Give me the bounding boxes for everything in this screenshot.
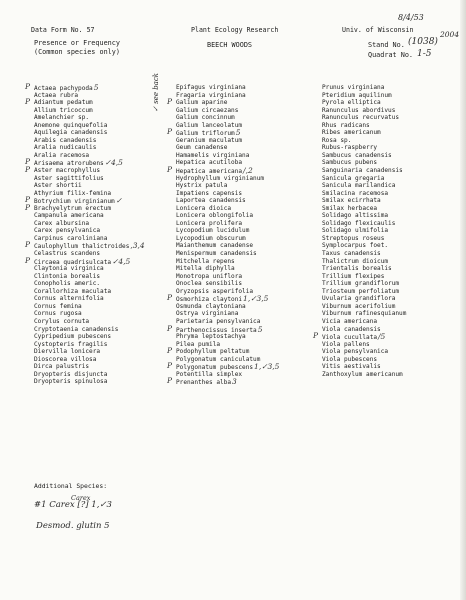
frequency-note: /,2 xyxy=(243,166,253,176)
species-name: Cypripedium pubescens xyxy=(34,333,112,341)
species-name: Galium triflorum xyxy=(176,130,235,138)
species-name: Dryopteris disjuncta xyxy=(34,370,108,378)
species-row xyxy=(322,107,466,115)
species-name: Hepatica acutiloba xyxy=(176,159,243,167)
species-row xyxy=(167,97,326,107)
species-name: Caulophyllum thalictroides xyxy=(34,243,130,251)
species-name: Arisaema atrorubens xyxy=(34,160,104,168)
species-name: Taxus canadensis xyxy=(322,250,381,258)
species-name: Amelanchier sp. xyxy=(34,114,90,122)
species-name: Brachyelytrum erectum xyxy=(34,204,112,212)
species-row xyxy=(322,84,466,92)
species-name: Geum canadense xyxy=(176,144,228,152)
species-name: Campanula americana xyxy=(34,212,104,220)
quadrat-value: 1-5 xyxy=(417,49,432,59)
species-row xyxy=(322,235,466,243)
species-name: Onoclea sensibilis xyxy=(176,280,243,288)
presence-mark: P xyxy=(25,157,31,167)
species-name: Lonicera prolifera xyxy=(176,219,243,227)
species-row xyxy=(176,227,326,235)
species-row xyxy=(34,265,184,273)
species-row xyxy=(322,326,466,334)
species-row xyxy=(25,97,184,107)
species-row xyxy=(176,341,326,349)
species-name: Athyrium filix-femina xyxy=(34,189,112,197)
species-row xyxy=(167,165,326,176)
species-row xyxy=(176,144,326,152)
species-name: Carex pensylvanica xyxy=(34,227,101,235)
frequency-note: ✓ xyxy=(115,196,123,206)
species-row xyxy=(322,212,466,220)
frequency-note: 1,✓3,5 xyxy=(243,294,269,304)
species-column-3 xyxy=(313,84,466,378)
quadrat-label: Quadrat No. xyxy=(368,51,414,59)
presence-mark: P xyxy=(25,195,31,205)
species-row xyxy=(176,273,326,281)
species-row xyxy=(322,152,466,160)
species-name: Menispermum canadensis xyxy=(176,250,257,258)
species-row xyxy=(34,303,184,311)
species-name: Botrychium virginianum xyxy=(34,198,115,206)
species-row xyxy=(34,212,184,220)
species-name: Sanguinaria canadensis xyxy=(322,167,403,175)
species-row xyxy=(34,137,184,145)
species-row xyxy=(322,175,466,183)
species-row xyxy=(322,242,466,250)
species-row xyxy=(176,333,326,341)
species-name: Mitchella repens xyxy=(176,257,235,265)
species-name: Podophyllum peltatum xyxy=(176,348,250,356)
species-name: Lycopodium obscurum xyxy=(176,234,246,242)
species-row xyxy=(34,323,184,334)
species-row xyxy=(25,82,184,92)
species-name: Actaea pachypoda xyxy=(34,85,93,92)
frequency-note: ✓4,5 xyxy=(104,158,123,168)
species-name: Aralia racemosa xyxy=(34,151,90,159)
see-back-note: ✓ see back xyxy=(152,72,160,112)
species-row xyxy=(34,280,184,288)
frequency-note: 3 xyxy=(232,377,237,387)
species-row xyxy=(322,227,466,235)
species-row xyxy=(25,157,184,168)
species-name: Galium concinnum xyxy=(176,114,235,122)
species-row xyxy=(34,371,184,379)
species-row xyxy=(176,107,326,115)
frequency-note: /5 xyxy=(378,332,386,342)
species-row xyxy=(322,144,466,152)
species-name: Vitis aestivalis xyxy=(322,363,381,371)
species-name: Dioscorea villosa xyxy=(34,355,97,363)
species-name: Aster macrophyllus xyxy=(34,167,101,175)
species-name: Viburnum rafinesquianum xyxy=(322,310,407,318)
species-name: Aster sagittifolius xyxy=(34,174,104,182)
species-row xyxy=(322,273,466,281)
species-row xyxy=(322,99,466,107)
species-name: Epifagus virginiana xyxy=(176,84,246,91)
species-row xyxy=(322,341,466,349)
species-row xyxy=(34,129,184,137)
species-name: Ribes americanum xyxy=(322,129,381,137)
stand-value: (1038) xyxy=(408,37,438,47)
species-row xyxy=(176,265,326,273)
species-row xyxy=(176,280,326,288)
additional-species-1: #1 Carex [?] 1,✓3 xyxy=(34,500,112,510)
species-row xyxy=(176,212,326,220)
species-name: Cryptotaenia canadensis xyxy=(34,325,119,333)
species-name: Viburnum acerifolium xyxy=(322,302,396,310)
presence-mark: P xyxy=(25,97,31,107)
species-name: Osmunda claytoniana xyxy=(176,302,246,310)
species-row xyxy=(176,122,326,130)
species-row xyxy=(176,250,326,258)
presence-mark: P xyxy=(25,240,31,250)
species-name: Viola cucullata xyxy=(322,334,378,342)
species-name: Parthenocissus inserta xyxy=(176,326,257,334)
species-row xyxy=(322,129,466,137)
species-name: Ostrya virginiana xyxy=(176,310,239,318)
species-name: Aquilegia canadensis xyxy=(34,129,108,137)
species-name: Sanicula marilandica xyxy=(322,182,396,190)
handwritten-date: 8/4/53 xyxy=(398,13,424,22)
species-row xyxy=(176,220,326,228)
frequency-note: 5 xyxy=(257,324,263,334)
frequency-note: ,3,4 xyxy=(130,241,145,251)
additional-species-2: Desmod. glutin 5 xyxy=(36,521,110,531)
species-name: Trillium flexipes xyxy=(322,272,385,280)
presence-mark: P xyxy=(167,165,173,175)
species-row xyxy=(167,127,326,138)
species-row xyxy=(322,159,466,167)
presence-mark: P xyxy=(167,346,173,356)
species-name: Arabis canadensis xyxy=(34,136,97,144)
species-row xyxy=(322,205,466,213)
species-name: Hystrix patula xyxy=(176,182,228,190)
species-row xyxy=(322,92,466,100)
species-row xyxy=(167,346,326,356)
species-row xyxy=(25,255,184,266)
species-name: Lonicera oblongifolia xyxy=(176,212,254,220)
species-row xyxy=(34,235,184,243)
species-name: Galium aparine xyxy=(176,99,228,107)
species-row xyxy=(167,376,326,387)
species-name: Prunus virginiana xyxy=(322,84,385,91)
species-row xyxy=(322,280,466,288)
species-name: Anemone quinquefolia xyxy=(34,121,108,129)
species-name: Monotropa uniflora xyxy=(176,272,243,280)
species-row xyxy=(322,258,466,266)
species-row xyxy=(322,363,466,371)
species-name: Viola pensylvanica xyxy=(322,348,389,356)
species-name: Dirca palustris xyxy=(34,363,90,371)
species-name: Actaea rubra xyxy=(34,91,79,99)
species-name: Prenanthes alba xyxy=(176,379,232,387)
species-name: Conopholis americ. xyxy=(34,280,101,288)
species-name: Galium circaezans xyxy=(176,106,239,114)
species-name: Impatiens capensis xyxy=(176,189,243,197)
species-row xyxy=(34,220,184,228)
species-name: Triosteum perfoliatum xyxy=(322,287,400,295)
species-row xyxy=(34,190,184,198)
species-row xyxy=(322,114,466,122)
presence-mark: P xyxy=(25,202,31,212)
species-row xyxy=(176,152,326,160)
species-name: Osmorhiza claytoni xyxy=(176,296,243,304)
species-row xyxy=(322,288,466,296)
species-row xyxy=(34,341,184,349)
species-name: Solidago flexicaulis xyxy=(322,219,396,227)
species-name: Adiantum pedatum xyxy=(34,99,93,107)
species-row xyxy=(167,293,326,304)
university-name: Univ. of Wisconsin xyxy=(342,26,414,34)
species-name: Phryma leptostachya xyxy=(176,333,246,341)
species-row xyxy=(34,175,184,183)
species-name: Solidago altissima xyxy=(322,212,389,220)
presence-mark: P xyxy=(167,127,173,137)
subtitle-line1: Presence or Frequency xyxy=(34,39,120,47)
species-name: Parietaria pensylvanica xyxy=(176,317,261,325)
species-row xyxy=(25,165,184,175)
species-name: Rubus-raspberry xyxy=(322,144,378,152)
species-name: Fragaria virginiana xyxy=(176,91,246,99)
species-name: Carex albursina xyxy=(34,219,90,227)
species-row xyxy=(176,371,326,379)
paper-edge-shadow xyxy=(460,0,466,600)
species-row xyxy=(34,310,184,318)
species-row xyxy=(176,318,326,326)
species-row xyxy=(322,356,466,364)
species-row xyxy=(176,114,326,122)
species-name: Potentilla simplex xyxy=(176,370,243,378)
species-name: Smilax ecirrhata xyxy=(322,197,381,205)
species-row xyxy=(176,205,326,213)
species-name: Dryopteris spinulosa xyxy=(34,378,108,386)
species-name: Circaea quadrisulcata xyxy=(34,258,112,266)
species-name: Rosa sp. xyxy=(322,136,352,144)
stand-label: Stand No. xyxy=(368,41,405,49)
species-column-2 xyxy=(167,84,326,387)
species-row xyxy=(322,265,466,273)
species-row xyxy=(322,167,466,175)
species-name: Aralia nudicaulis xyxy=(34,144,97,152)
species-row xyxy=(322,303,466,311)
species-row xyxy=(34,107,184,115)
species-name: Hamamelis virginiana xyxy=(176,151,250,159)
species-row xyxy=(322,137,466,145)
species-name: Ranunculus abordivus xyxy=(322,106,396,114)
species-row xyxy=(322,310,466,318)
species-name: Ranunculus recurvatus xyxy=(322,114,400,122)
species-name: Carpinus caroliniana xyxy=(34,234,108,242)
species-name: Zanthoxylum americanum xyxy=(322,370,403,378)
species-row xyxy=(25,195,184,206)
stand-extra-number: 2004 xyxy=(440,30,460,39)
species-name: Maianthemum canadense xyxy=(176,242,254,250)
species-name: Sambucus pubens xyxy=(322,159,378,167)
presence-mark: P xyxy=(25,255,31,265)
presence-mark: P xyxy=(167,361,173,371)
subtitle-line2: (Common species only) xyxy=(34,48,120,56)
species-name: Uvularia grandiflora xyxy=(322,295,396,303)
species-name: Smilacina racemosa xyxy=(322,189,389,197)
species-row xyxy=(176,356,326,364)
species-name: Pilea pumila xyxy=(176,340,221,348)
species-row xyxy=(322,220,466,228)
species-row xyxy=(322,318,466,326)
species-row xyxy=(176,84,326,92)
species-row xyxy=(34,288,184,296)
species-name: Corylus cornuta xyxy=(34,317,90,325)
species-row xyxy=(176,303,326,311)
form-number: Data Form No. 57 xyxy=(31,26,95,34)
presence-mark: P xyxy=(167,97,173,107)
species-name: Solidago ulmifolia xyxy=(322,227,389,235)
species-row xyxy=(176,182,326,190)
species-row xyxy=(322,182,466,190)
species-row xyxy=(313,331,466,342)
species-row xyxy=(34,356,184,364)
species-row xyxy=(34,92,184,100)
species-row xyxy=(176,242,326,250)
additional-species-above: Carex xyxy=(71,494,91,502)
species-name: Viola canadensis xyxy=(322,325,381,333)
species-name: Streptopus roseus xyxy=(322,234,385,242)
species-name: Cornus femina xyxy=(34,302,82,310)
species-name: Viola pubescens xyxy=(322,355,378,363)
species-row xyxy=(34,250,184,258)
species-name: Rhus radicans xyxy=(322,121,370,129)
species-row xyxy=(34,378,184,386)
species-name: Sanicula gregaria xyxy=(322,174,385,182)
species-name: Clintonia borealis xyxy=(34,272,101,280)
species-row xyxy=(34,348,184,356)
species-row xyxy=(25,240,184,251)
species-name: Hydrophyllum virginianum xyxy=(176,174,265,182)
species-name: Cornus rugosa xyxy=(34,310,82,318)
species-name: Viola pallens xyxy=(322,340,370,348)
species-name: Lycopodium lucidulum xyxy=(176,227,250,235)
species-name: Polygonatum pubescens xyxy=(176,364,254,372)
species-row xyxy=(176,175,326,183)
species-row xyxy=(34,295,184,303)
species-name: Cornus alternifolia xyxy=(34,295,104,303)
species-name: Oryzopsis asperifolia xyxy=(176,287,254,295)
species-row xyxy=(322,190,466,198)
frequency-note: 5 xyxy=(235,128,241,138)
species-name: Trientalis borealis xyxy=(322,265,392,273)
species-name: Allium tricoccum xyxy=(34,106,93,114)
presence-mark: P xyxy=(25,165,31,175)
species-name: Hepatica americana xyxy=(176,168,243,176)
species-name: Geranium maculatum xyxy=(176,136,243,144)
species-row xyxy=(34,363,184,371)
species-name: Celastrus scandens xyxy=(34,250,101,258)
species-row xyxy=(322,250,466,258)
species-row xyxy=(176,92,326,100)
species-row xyxy=(176,310,326,318)
species-name: Mitella diphylla xyxy=(176,265,235,273)
species-row xyxy=(176,137,326,145)
species-row xyxy=(34,318,184,326)
species-name: Pteridium aquilinum xyxy=(322,91,392,99)
organization-name: Plant Ecology Research xyxy=(191,26,279,34)
additional-species-label: Additional Species: xyxy=(34,482,108,490)
presence-mark: P xyxy=(167,376,173,386)
species-row xyxy=(167,323,326,334)
species-column-1 xyxy=(25,82,184,386)
species-row xyxy=(322,122,466,130)
species-name: Cystopteris fragilis xyxy=(34,340,108,348)
species-row xyxy=(322,197,466,205)
site-title: BEECH WOODS xyxy=(207,41,253,49)
species-name: Pyrola elliptica xyxy=(322,99,381,107)
frequency-note: 5 xyxy=(93,83,99,92)
species-row xyxy=(34,273,184,281)
species-name: Polygonatum caniculatum xyxy=(176,355,261,363)
presence-mark: P xyxy=(313,331,319,341)
species-name: Smilax herbacea xyxy=(322,204,378,212)
species-row xyxy=(34,122,184,130)
species-row xyxy=(34,333,184,341)
species-name: Diervilla lonicera xyxy=(34,348,101,356)
presence-mark: P xyxy=(25,82,31,91)
presence-mark: P xyxy=(167,293,173,303)
species-row xyxy=(34,182,184,190)
species-row xyxy=(167,361,326,372)
species-name: Galium lanceolatum xyxy=(176,121,243,129)
species-name: Laportea canadensis xyxy=(176,197,246,205)
species-name: Trillium grandiflorum xyxy=(322,280,400,288)
species-row xyxy=(34,144,184,152)
species-row xyxy=(34,227,184,235)
species-row xyxy=(176,258,326,266)
presence-mark: P xyxy=(167,323,173,333)
species-row xyxy=(176,197,326,205)
species-row xyxy=(322,348,466,356)
species-row xyxy=(176,190,326,198)
species-name: Sambucus canadensis xyxy=(322,151,392,159)
frequency-note: ✓4,5 xyxy=(112,256,131,266)
species-name: Corallorhiza maculata xyxy=(34,287,112,295)
species-name: Thalictrum dioicum xyxy=(322,257,389,265)
species-name: Claytonia virginica xyxy=(34,265,104,273)
species-row xyxy=(322,371,466,379)
species-row xyxy=(322,295,466,303)
frequency-note: 1,✓3,5 xyxy=(254,362,280,372)
species-row xyxy=(34,114,184,122)
species-name: Vicia americana xyxy=(322,317,378,325)
species-name: Aster shortii xyxy=(34,182,82,190)
species-row xyxy=(176,235,326,243)
species-name: Lonicera dioica xyxy=(176,204,232,212)
species-name: Symplocarpus foet. xyxy=(322,242,389,250)
